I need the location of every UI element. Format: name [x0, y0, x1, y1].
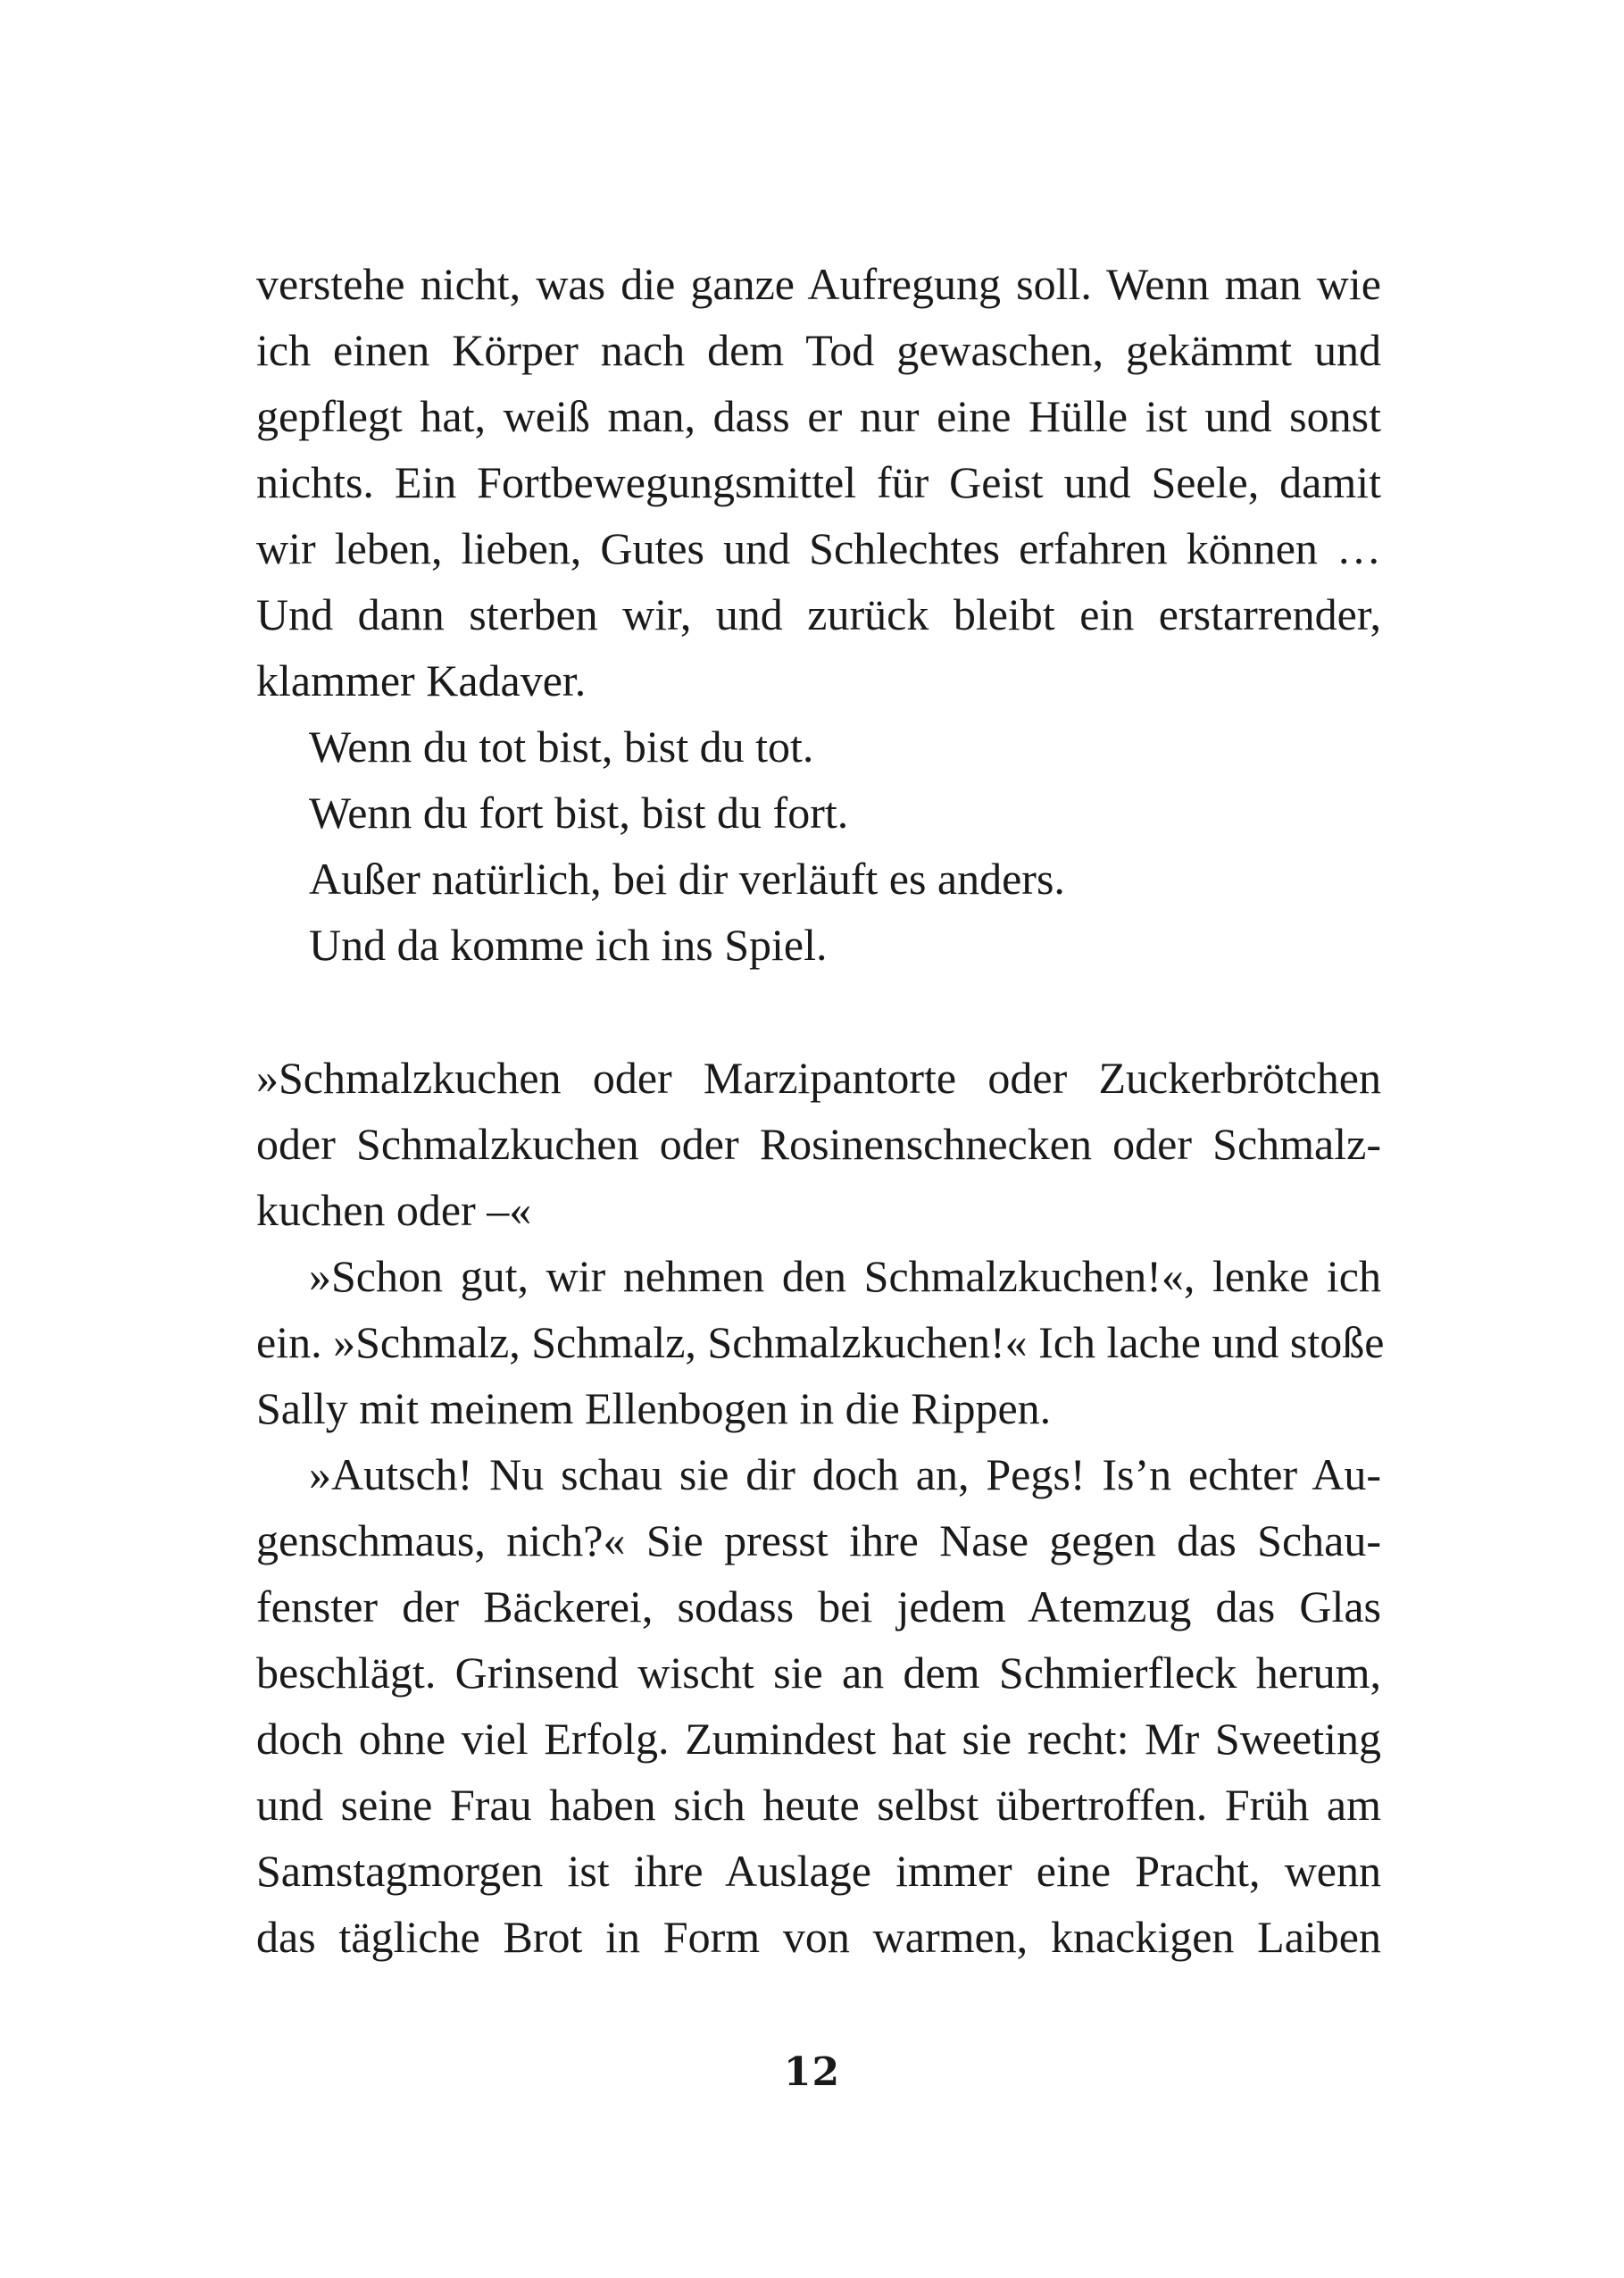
text-line: klammer Kadaver. — [256, 655, 587, 705]
text-line: »Autsch! Nu schau sie dir doch an, Pegs! Is’n echter Au- — [309, 1449, 1381, 1499]
text-line: doch ohne viel Erfolg. Zumindest hat sie recht: Mr Sweeting — [256, 1714, 1381, 1764]
text-line: gepflegt hat, weiß man, dass er nur eine Hülle ist und sonst — [256, 391, 1381, 441]
text-line: Samstagmorgen ist ihre Auslage immer eine Pracht, wenn — [256, 1846, 1381, 1896]
text-line: ich einen Körper nach dem Tod gewaschen, gekämmt und — [256, 325, 1381, 375]
text-line: fenster der Bäckerei, sodass bei jedem Atemzug das Glas — [256, 1581, 1381, 1631]
text-line: Und dann sterben wir, und zurück bleibt ein erstarrender, — [256, 589, 1381, 639]
text-line: verstehe nicht, was die ganze Aufregung soll. Wenn man wie — [256, 259, 1381, 309]
page-number: 12 — [783, 2049, 841, 2095]
text-line: und seine Frau haben sich heute selbst übertroffen. Früh am — [256, 1780, 1381, 1830]
text-line: oder Schmalzkuchen oder Rosinenschnecken oder Schmalz- — [256, 1119, 1381, 1169]
text-line: wir leben, lieben, Gutes und Schlechtes erfahren können … — [256, 523, 1381, 573]
text-line: Sally mit meinem Ellenbogen in die Rippen. — [256, 1383, 1052, 1433]
text-line: Und da komme ich ins Spiel. — [309, 920, 828, 970]
text-line: Wenn du tot bist, bist du tot. — [309, 722, 814, 772]
text-line: kuchen oder –« — [256, 1185, 532, 1235]
text-line: nichts. Ein Fortbewegungsmittel für Geist und Seele, damit — [256, 457, 1381, 507]
text-line: genschmaus, nich?« Sie presst ihre Nase gegen das Schau- — [256, 1515, 1381, 1565]
text-line: »Schon gut, wir nehmen den Schmalzkuchen!«, lenke ich — [309, 1251, 1381, 1301]
text-line: ein. »Schmalz, Schmalz, Schmalzkuchen!« Ich lache und stoße — [256, 1317, 1385, 1367]
text-line: Außer natürlich, bei dir verläuft es anders. — [309, 854, 1065, 904]
text-line: »Schmalzkuchen oder Marzipantorte oder Zuckerbrötchen — [256, 1053, 1381, 1103]
text-line: das tägliche Brot in Form von warmen, knackigen Laiben — [256, 1912, 1381, 1962]
text-line: Wenn du fort bist, bist du fort. — [309, 788, 849, 838]
text-line: beschlägt. Grinsend wischt sie an dem Schmierfleck herum, — [256, 1648, 1381, 1698]
